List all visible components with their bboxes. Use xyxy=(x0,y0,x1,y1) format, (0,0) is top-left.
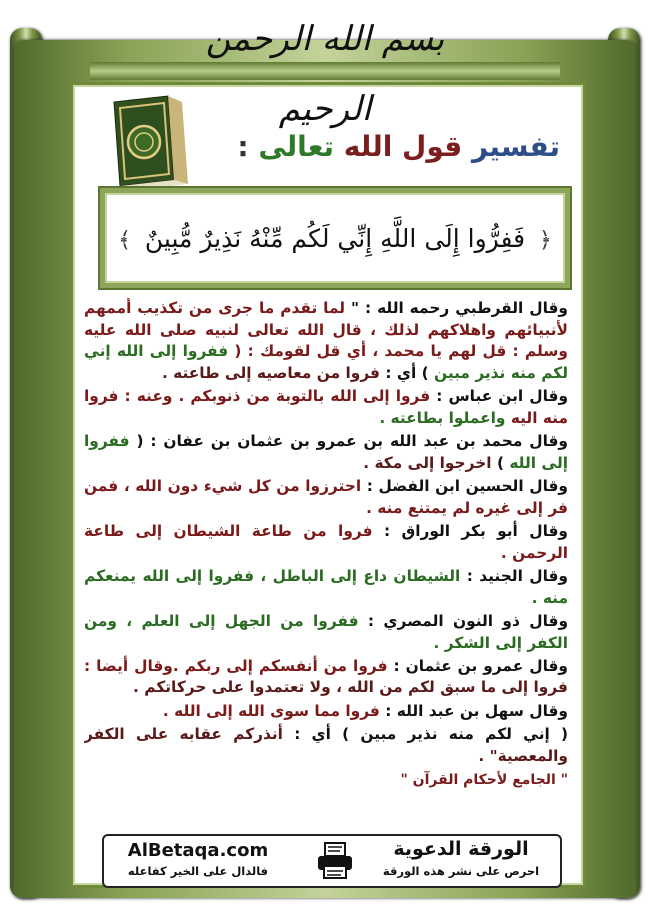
quote-ibn-abbas: فروا إلى الله بالتوبة من ذنوبكم . وعنه : فروا منه اليه xyxy=(84,387,568,428)
source-line xyxy=(84,769,568,792)
quote-amr-1: فروا من أنفسكم إلى ربكم .وقال أيضا : xyxy=(84,656,388,675)
speaker-muhammad: وقال محمد بن عبد الله بن عمرو بن عثمان بن عفان : ( xyxy=(136,432,568,451)
paragraph-ibn-abbas xyxy=(84,386,568,429)
title-word-taala: تعالى xyxy=(258,130,335,163)
verse-close-ornament: ﴾ xyxy=(118,227,131,253)
verse-quote-qurtubi: ففروا إلى الله إني لكم منه نذير مبين xyxy=(84,342,568,383)
quran-verse xyxy=(112,224,558,253)
speaker-amr: وقال عمرو بن عثمان : xyxy=(393,656,568,675)
paragraph-qurtubi xyxy=(84,298,568,385)
connector-qurtubi: ) أي : xyxy=(385,364,429,383)
footer-brand-tagline: احرص على نشر هذه الورقة xyxy=(382,864,540,878)
title-word-tafsir: تفسير xyxy=(471,130,560,163)
verse-conclusion: ( إني لكم منه نذير مبين ) أي : xyxy=(294,724,568,743)
paren-muhammad: ) xyxy=(496,453,504,472)
quote-husayn: احترزوا من كل شيء دون الله ، فمن فر إلى غيره لم يمتنع منه . xyxy=(84,477,568,517)
meaning-qurtubi: فروا من معاصيه إلى طاعته . xyxy=(161,364,380,383)
footer-site[interactable]: AlBetaqa.com xyxy=(127,840,269,861)
verse-text: فَفِرُّوا إِلَى اللَّهِ إِنِّي لَكُم مِّنْهُ نَذِيرٌ مُّبِينٌ xyxy=(144,223,526,253)
paragraph-dhun-nun xyxy=(84,611,568,654)
quran-book-icon xyxy=(108,92,196,190)
source-citation: " الجامع لأحكام القرآن " xyxy=(400,771,568,788)
quote-dhun-nun: ففروا من الجهل إلى العلم ، ومن الكفر إلى الشكر . xyxy=(84,611,568,652)
verse-box xyxy=(100,188,570,288)
quote-qurtubi: لما تقدم ما جرى من تكذيب أممهم لأنبيائهم واهلاكهم لذلك ، قال الله تعالى لنبيه صلى الله عليه وسلم : قل لهم يا محمد ، أي قل لقومك : ( xyxy=(84,299,568,361)
paragraph-sahl xyxy=(84,701,568,723)
paragraph-conclusion xyxy=(84,724,568,767)
page-title xyxy=(230,126,560,168)
paragraph-amr xyxy=(84,656,568,699)
title-colon: : xyxy=(237,130,249,163)
basmala-calligraphy: بسم الله الرحمن الرحيم xyxy=(205,19,445,129)
title-word-qawl: قول الله xyxy=(343,130,463,163)
printer-icon xyxy=(314,840,356,882)
meaning-muhammad: اخرجوا إلى مكة . xyxy=(363,453,492,472)
quote-warraq: فروا من طاعة الشيطان إلى طاعة الرحمن . xyxy=(84,522,568,562)
verse-quote-muhammad: ففروا إلى الله xyxy=(84,432,568,472)
footer-banner xyxy=(102,834,562,888)
footer-brand: الورقة الدعوية xyxy=(393,838,529,860)
verse-open-ornament: ﴿ xyxy=(539,227,552,253)
speaker-junayd: وقال الجنيد : xyxy=(466,566,568,585)
speaker-ibn-abbas: وقال ابن عباس : xyxy=(436,387,568,406)
quote-amr-2: فروا إلى ما سبق لكم من الله ، ولا تعتمدوا على حركاتكم . xyxy=(133,678,568,697)
speaker-qurtubi: وقال القرطبي رحمه الله : " xyxy=(351,299,568,317)
paragraph-muhammad xyxy=(84,431,568,474)
speaker-husayn: وقال الحسين ابن الفضل : xyxy=(366,477,568,496)
speaker-warraq: وقال أبو بكر الوراق : xyxy=(383,522,568,541)
paragraph-husayn xyxy=(84,476,568,519)
paragraph-junayd xyxy=(84,566,568,609)
quote-junayd: الشيطان داع إلى الباطل ، ففروا إلى الله يمنعكم منه . xyxy=(84,566,568,607)
quote-sahl: فروا مما سوى الله إلى الله . xyxy=(162,701,380,720)
meaning-conclusion: أنذركم عقابه على الكفر والمعصية" . xyxy=(84,724,568,765)
speaker-sahl: وقال سهل بن عبد الله : xyxy=(385,701,568,720)
paragraph-warraq xyxy=(84,521,568,564)
quote-ibn-abbas-end: واعملوا بطاعته . xyxy=(379,409,506,428)
speaker-dhun-nun: وقال ذو النون المصري : xyxy=(367,611,568,630)
footer-site-tagline: فالدال على الخير كفاعله xyxy=(127,864,269,878)
tafsir-text xyxy=(84,298,568,818)
